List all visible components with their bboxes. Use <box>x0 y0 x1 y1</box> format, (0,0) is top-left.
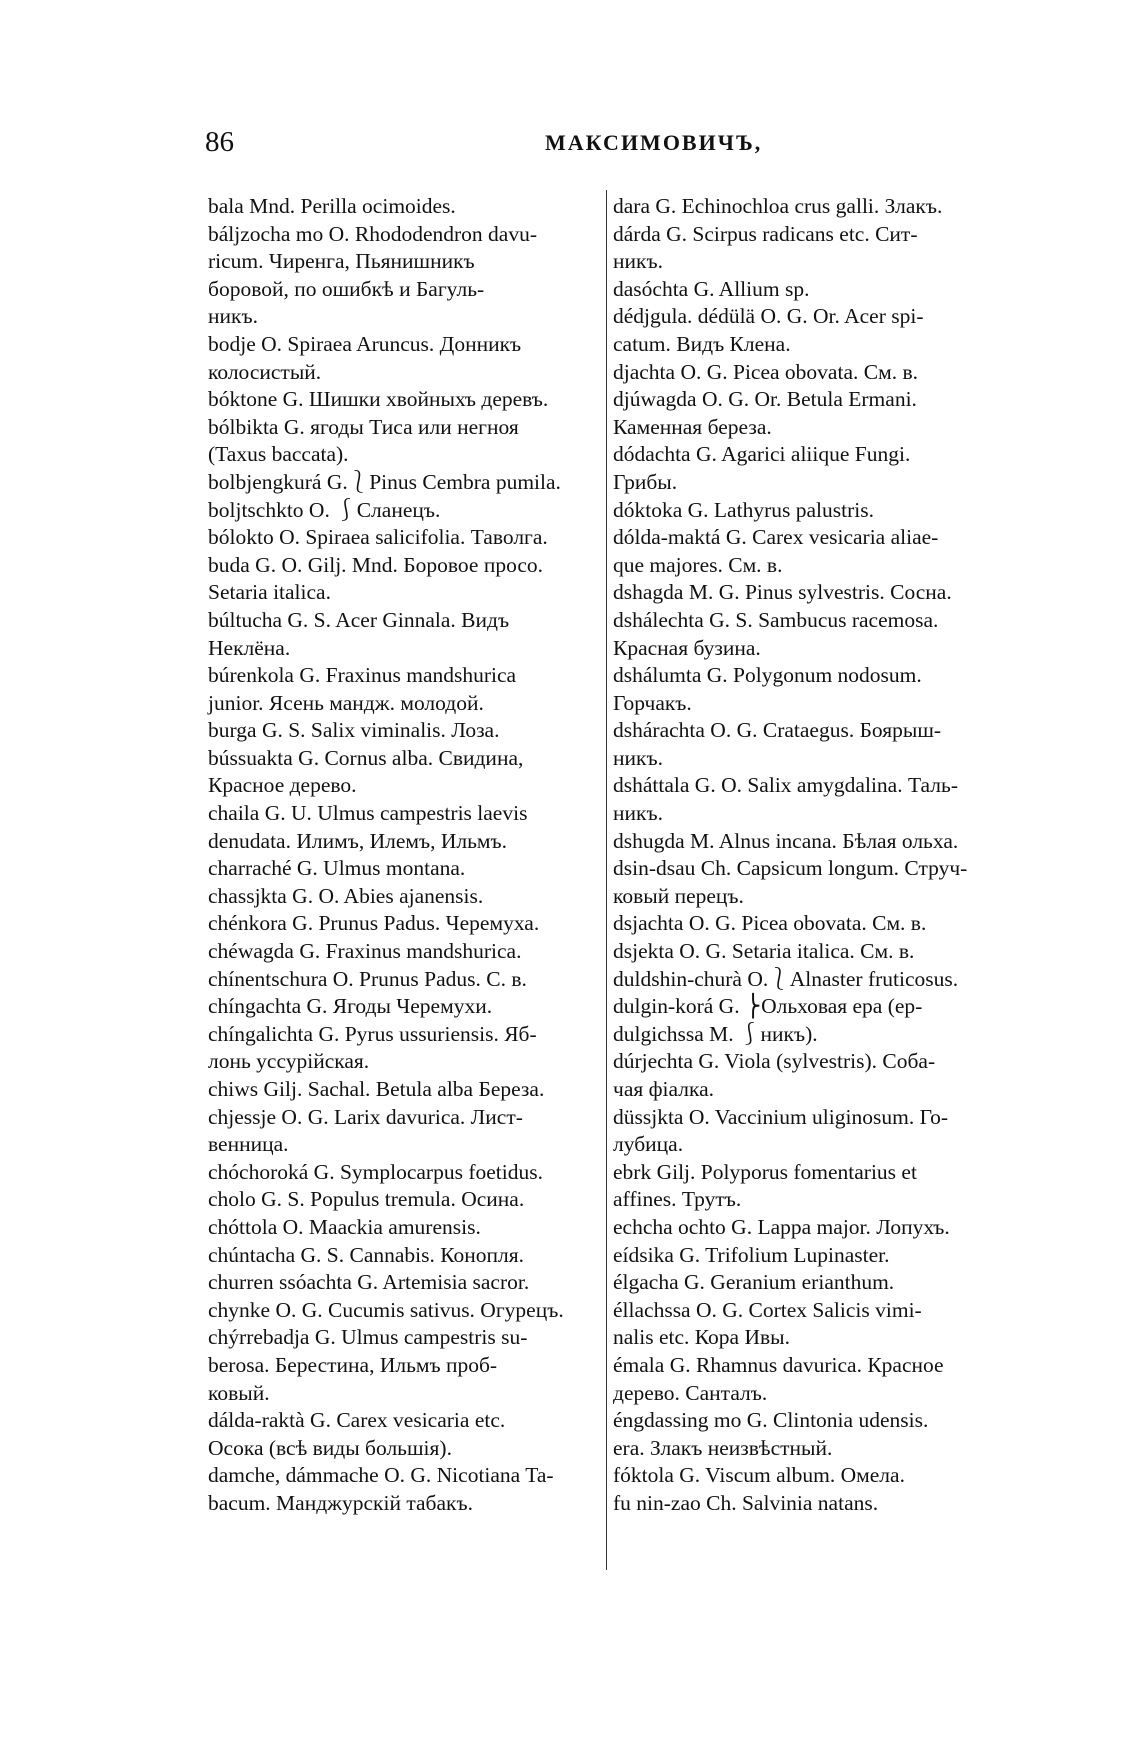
running-title: МАКСИМОВИЧЪ, <box>545 130 763 155</box>
entry-line: Грибы. <box>613 469 678 494</box>
dictionary-entry <box>613 1242 1045 1270</box>
page-number: 86 <box>205 126 234 158</box>
dictionary-entry <box>208 1462 608 1517</box>
dictionary-entry <box>613 497 1045 525</box>
dictionary-entry <box>613 828 1045 856</box>
dictionary-entry <box>613 524 1045 579</box>
entry-line: que majores. См. в. <box>613 552 783 577</box>
entry-line: dédjgula. dédülä O. G. Or. Acer spi- <box>613 304 924 329</box>
dictionary-entry <box>613 1159 1045 1214</box>
entry-line: Красная бузина. <box>613 635 761 660</box>
dictionary-entry <box>613 1462 1045 1490</box>
entry-line: cholo G. S. Populus tremula. Осина. <box>208 1187 525 1212</box>
dictionary-entry <box>613 1435 1045 1463</box>
entry-line: denudata. Илимъ, Илемъ, Ильмъ. <box>208 828 508 853</box>
dictionary-entry <box>613 359 1045 387</box>
dictionary-entry <box>208 497 608 525</box>
dictionary-entry <box>613 579 1045 607</box>
entry-line: echcha ochto G. Lappa major. Лопухъ. <box>613 1214 950 1239</box>
dictionary-entry <box>613 855 1045 910</box>
dictionary-entry <box>613 966 1045 994</box>
entry-line: churren ssóachta G. Artemisia sacror. <box>208 1270 530 1295</box>
dictionary-entry <box>613 1297 1045 1352</box>
entry-line: Каменная береза. <box>613 414 772 439</box>
entry-line: chóchoroká G. Symplocarpus foetidus. <box>208 1159 543 1184</box>
entry-line: chíngalichta G. Pyrus ussuriensis. Яб- <box>208 1021 537 1046</box>
dictionary-entry <box>613 1048 1045 1103</box>
dictionary-entry <box>613 607 1045 662</box>
entry-line: chénkora G. Prunus Padus. Черемуха. <box>208 911 540 936</box>
dictionary-entry <box>613 276 1045 304</box>
entry-line: дерево. Санталъ. <box>613 1380 768 1405</box>
dictionary-entry <box>613 662 1045 717</box>
dictionary-entry <box>613 772 1045 827</box>
entry-line: bólbikta G. ягоды Тиса или негноя <box>208 414 519 439</box>
dictionary-entry <box>613 1490 1045 1518</box>
entry-line: Красное дерево. <box>208 773 357 798</box>
dictionary-entry <box>613 938 1045 966</box>
entry-line: duldshin-churà O.⎱Alnaster fruticosus. <box>613 966 959 991</box>
dictionary-entry <box>208 552 608 607</box>
dictionary-entry <box>613 1214 1045 1242</box>
entry-line: bacum. Манджурскій табакъ. <box>208 1490 473 1515</box>
entry-line: dshálumta G. Polygonum nodosum. <box>613 663 922 688</box>
dictionary-entry <box>208 1021 608 1076</box>
entry-line: buda G. O. Gilj. Mnd. Боровое просо. <box>208 552 544 577</box>
dictionary-entry <box>208 966 608 994</box>
entry-line: dsjachta O. G. Picea obovata. См. в. <box>613 911 927 936</box>
entry-line: Setaria italica. <box>208 580 331 605</box>
dictionary-entry <box>208 800 608 855</box>
dictionary-entry <box>208 662 608 717</box>
dictionary-entry <box>613 386 1045 441</box>
entry-line: élgacha G. Geranium erianthum. <box>613 1270 895 1295</box>
dictionary-entry <box>613 717 1045 772</box>
entry-line: dulgichssa M. ⎰никъ). <box>613 1021 818 1046</box>
entry-line: лубица. <box>613 1132 684 1157</box>
entry-line: Неклёна. <box>208 635 291 660</box>
dictionary-entry <box>613 1021 1045 1049</box>
entry-line: dóktoka G. Lathyrus palustris. <box>613 497 874 522</box>
entry-line: düssjkta O. Vaccinium uliginosum. Го- <box>613 1104 949 1129</box>
entry-line: affines. Трутъ. <box>613 1187 742 1212</box>
entry-line: bolbjengkurá G.⎱Pinus Cembra pumila. <box>208 469 561 494</box>
entry-line: Горчакъ. <box>613 690 692 715</box>
entry-line: ebrk Gilj. Polyporus fomentarius et <box>613 1159 917 1184</box>
entry-line: chassjkta G. O. Abies ajanensis. <box>208 883 484 908</box>
dictionary-entry <box>613 1407 1045 1435</box>
entry-line: eídsika G. Trifolium Lupinaster. <box>613 1242 890 1267</box>
dictionary-entry <box>208 524 608 552</box>
entry-line: ricum. Чиренга, Пьянишникъ <box>208 249 475 274</box>
dictionary-entry <box>208 1214 608 1242</box>
dictionary-entry <box>208 993 608 1021</box>
entry-line: лонь уссурійская. <box>208 1049 370 1074</box>
entry-line: никъ. <box>613 745 663 770</box>
dictionary-entry <box>208 607 608 662</box>
entry-line: dshugda M. Alnus incana. Бѣлая ольха. <box>613 828 959 853</box>
dictionary-entry <box>208 717 608 745</box>
entry-line: chýrrebadja G. Ulmus campestris su- <box>208 1325 528 1350</box>
entry-line: damche, dámmache O. G. Nicotiana Ta- <box>208 1463 554 1488</box>
entry-line: búltucha G. S. Acer Ginnala. Видъ <box>208 607 510 632</box>
dictionary-entry <box>208 414 608 469</box>
dictionary-entry <box>208 1324 608 1407</box>
entry-line: chéwagda G. Fraxinus mandshurica. <box>208 939 522 964</box>
entry-line: chíngachta G. Ягоды Черемухи. <box>208 994 493 1019</box>
dictionary-entry <box>613 910 1045 938</box>
entry-line: венница. <box>208 1132 289 1157</box>
dictionary-entry <box>208 1269 608 1297</box>
entry-line: era. Злакъ неизвѣстный. <box>613 1435 833 1460</box>
dictionary-entry <box>613 1104 1045 1159</box>
entry-line: fu nin-zao Ch. Salvinia natans. <box>613 1490 879 1515</box>
entry-line: dálda-raktà G. Carex vesicaria etc. <box>208 1408 506 1433</box>
entry-line: chóttola O. Maackia amurensis. <box>208 1214 481 1239</box>
dictionary-entry <box>208 1159 608 1187</box>
entry-line: djúwagda O. G. Or. Betula Ermani. <box>613 387 917 412</box>
entry-line: ковый перецъ. <box>613 883 744 908</box>
entry-line: chjessje O. G. Larix davurica. Лист- <box>208 1104 523 1129</box>
dictionary-entry <box>208 469 608 497</box>
entry-line: chiws Gilj. Sachal. Betula alba Береза. <box>208 1077 545 1101</box>
right-column <box>613 193 1045 1518</box>
entry-line: bóktone G. Шишки хвойныхъ деревъ. <box>208 387 549 412</box>
column-divider <box>606 190 607 1570</box>
dictionary-entry <box>208 1407 608 1462</box>
dictionary-entry <box>208 1104 608 1159</box>
dictionary-entry <box>613 193 1045 221</box>
entry-line: junior. Ясень мандж. молодой. <box>208 690 484 715</box>
entry-line: (Taxus baccata). <box>208 442 349 467</box>
dictionary-entry <box>208 938 608 966</box>
dictionary-entry <box>208 193 608 221</box>
dictionary-entry <box>208 221 608 331</box>
entry-line: dara G. Echinochloa crus galli. Злакъ. <box>613 194 943 218</box>
entry-line: éngdassing mo G. Clintonia udensis. <box>613 1408 929 1433</box>
dictionary-entry <box>613 993 1045 1021</box>
dictionary-entry <box>208 1186 608 1214</box>
entry-line: dshagda M. G. Pinus sylvestris. Сосна. <box>613 580 952 605</box>
entry-line: ковый. <box>208 1380 270 1405</box>
entry-line: никъ. <box>613 801 663 826</box>
entry-line: bala Mnd. Perilla ocimoides. <box>208 194 456 218</box>
entry-line: dódachta G. Agarici aliique Fungi. <box>613 442 911 467</box>
entry-line: berosa. Берестина, Ильмъ проб- <box>208 1352 498 1377</box>
dictionary-entry <box>208 1242 608 1270</box>
dictionary-entry <box>208 745 608 800</box>
dictionary-entry <box>208 1297 608 1325</box>
entry-line: dárda G. Scirpus radicans etc. Сит- <box>613 221 918 246</box>
entry-line: chúntacha G. S. Cannabis. Конопля. <box>208 1242 525 1267</box>
entry-line: chynke O. G. Cucumis sativus. Огурецъ. <box>208 1297 564 1322</box>
entry-line: боровой, по ошибкѣ и Багуль- <box>208 276 485 301</box>
entry-line: dsjekta O. G. Setaria italica. См. в. <box>613 939 915 964</box>
entry-line: nalis etc. Кора Ивы. <box>613 1325 790 1350</box>
entry-line: búrenkola G. Fraxinus mandshurica <box>208 663 517 688</box>
entry-line: Осока (всѣ виды большія). <box>208 1435 452 1460</box>
entry-line: чая фіалка. <box>613 1077 715 1101</box>
entry-line: burga G. S. Salix viminalis. Лоза. <box>208 718 500 743</box>
entry-line: bússuakta G. Cornus alba. Свидина, <box>208 745 524 770</box>
entry-line: fóktola G. Viscum album. Омела. <box>613 1463 905 1488</box>
entry-line: chaila G. U. Ulmus campestris laevis <box>208 801 528 826</box>
entry-line: никъ. <box>613 249 663 274</box>
entry-line: dasóchta G. Allium sp. <box>613 276 810 301</box>
dictionary-entry <box>208 883 608 911</box>
entry-line: catum. Видъ Клена. <box>613 331 791 356</box>
entry-line: dúrjechta G. Viola (sylvestris). Соба- <box>613 1049 936 1074</box>
entry-line: báljzocha mo O. Rhododendron davu- <box>208 221 537 246</box>
dictionary-entry <box>613 303 1045 358</box>
entry-line: émala G. Rhamnus davurica. Красное <box>613 1352 944 1377</box>
entry-line: никъ. <box>208 304 258 329</box>
page-header <box>205 126 1045 166</box>
entry-line: dsin-dsau Ch. Capsicum longum. Струч- <box>613 856 968 881</box>
dictionary-entry <box>613 1352 1045 1407</box>
left-column <box>208 193 608 1518</box>
dictionary-entry <box>208 386 608 414</box>
entry-line: bodje O. Spiraea Aruncus. Донникъ <box>208 331 522 356</box>
entry-line: chínentschura O. Prunus Padus. C. в. <box>208 966 527 991</box>
dictionary-entry <box>208 331 608 386</box>
dictionary-entry <box>613 441 1045 496</box>
entry-line: bólokto O. Spiraea salicifolia. Таволга. <box>208 525 548 550</box>
dictionary-entry <box>208 855 608 883</box>
entry-line: charraché G. Ulmus montana. <box>208 856 466 881</box>
entry-line: djachta O. G. Picea obovata. См. в. <box>613 359 918 384</box>
dictionary-entry <box>613 221 1045 276</box>
entry-line: колосистый. <box>208 359 322 384</box>
entry-line: éllachssa O. G. Cortex Salicis vimi- <box>613 1297 922 1322</box>
entry-line: boljtschkto O. ⎰Сланецъ. <box>208 497 441 522</box>
entry-line: dshálechta G. S. Sambucus racemosa. <box>613 607 939 632</box>
dictionary-entry <box>613 1269 1045 1297</box>
entry-line: dsháttala G. O. Salix amygdalina. Таль- <box>613 773 958 798</box>
dictionary-entry <box>208 910 608 938</box>
dictionary-entry <box>208 1076 608 1104</box>
entry-line: dshárachta O. G. Crataegus. Боярыш- <box>613 718 942 743</box>
entry-line: dólda-maktá G. Carex vesicaria aliae- <box>613 525 939 550</box>
entry-line: dulgin-korá G. ⎬Ольховая ера (ер- <box>613 994 923 1019</box>
